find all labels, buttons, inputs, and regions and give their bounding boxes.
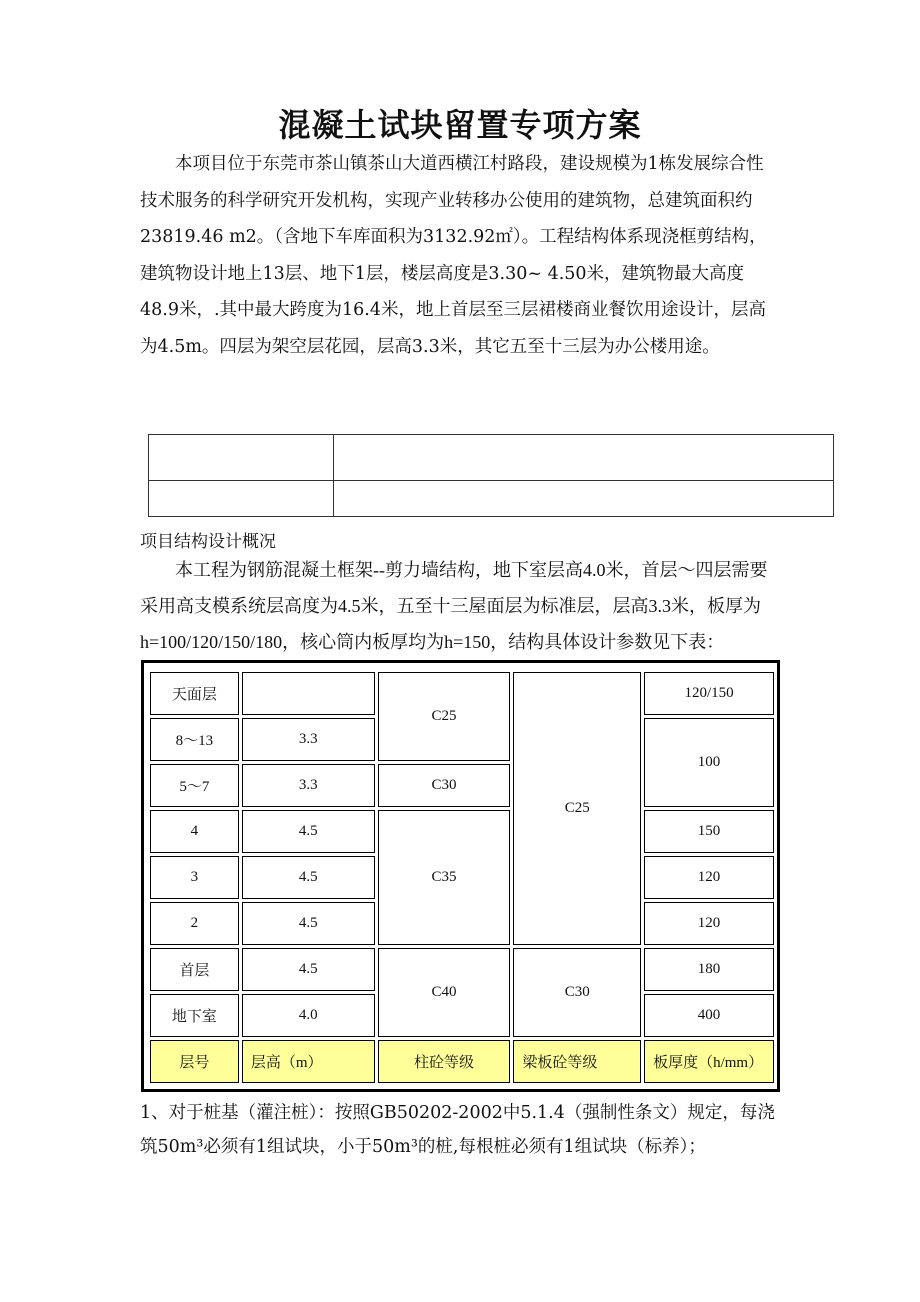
blank-table [148,434,834,517]
intro-text: 本项目位于东莞市茶山镇茶山大道西横江村路段，建设规模为1栋发展综合性技术服务的科学研究开发机构，实现产业转移办公使用的建筑物，总建筑面积约23819.46 m2。（含地下车库面积为3132.92㎡）。工程结构体系现浇框剪结构，建筑物设计地上13层、地下1层，楼层高度是3.30~ 4.50米，建筑物最大高度48.9米，.其中最大跨度为16.4米，地上首层至三层裙楼商业餐饮用途设计，层高为4.5m。四层为架空层花园，层高3.3米，其它五至十三层为办公楼用途。 [140,154,767,357]
structure-paragraph [140,552,780,660]
thickness-cell: 100 [644,718,774,807]
footer-paragraph [140,1096,780,1164]
column-grade-cell: C30 [378,764,511,807]
height-cell [242,672,375,715]
height-cell: 3.3 [242,764,375,807]
header-height: 层高（m） [242,1040,375,1083]
floor-cell: 2 [150,902,239,945]
thickness-cell: 400 [644,994,774,1037]
height-cell: 4.0 [242,994,375,1037]
height-cell: 4.5 [242,856,375,899]
height-cell: 3.3 [242,718,375,761]
column-grade-cell: C35 [378,810,511,945]
column-grade-cell: C40 [378,948,511,1037]
header-column-grade: 柱砼等级 [378,1040,511,1083]
table-header-row [150,1040,774,1083]
table-row [150,810,774,853]
floor-cell: 天面层 [150,672,239,715]
intro-paragraph [140,146,780,365]
blank-cell [149,435,334,481]
thickness-cell: 120 [644,902,774,945]
beam-grade-cell: C30 [513,948,641,1037]
floor-cell: 5～7 [150,764,239,807]
table-row [150,948,774,991]
thickness-cell: 180 [644,948,774,991]
thickness-cell: 120/150 [644,672,774,715]
floor-cell: 地下室 [150,994,239,1037]
height-cell: 4.5 [242,902,375,945]
header-floor: 层号 [150,1040,239,1083]
header-beam-grade: 梁板砼等级 [513,1040,641,1083]
floor-cell: 4 [150,810,239,853]
beam-grade-cell: C25 [513,672,641,945]
table-row [150,672,774,715]
blank-cell [334,435,834,481]
blank-cell [149,481,334,517]
floor-cell: 8～13 [150,718,239,761]
footer-text: 1、对于桩基（灌注桩）：按照GB50202-2002中5.1.4（强制性条文）规定，每浇筑50m³必须有1组试块，小于50m³的桩,每根桩必须有1组试块（标养）； [140,1103,775,1157]
section-title: 项目结构设计概况 [140,532,276,552]
height-cell: 4.5 [242,810,375,853]
design-table [147,669,777,1086]
page-title: 混凝土试块留置专项方案 [278,106,642,144]
thickness-cell: 150 [644,810,774,853]
thickness-cell: 120 [644,856,774,899]
floor-cell: 3 [150,856,239,899]
header-thickness: 板厚度（h/mm） [644,1040,774,1083]
height-cell: 4.5 [242,948,375,991]
design-table-frame [141,660,780,1092]
column-grade-cell: C25 [378,672,511,761]
blank-cell [334,481,834,517]
structure-text: 本工程为钢筋混凝土框架--剪力墙结构，地下室层高4.0米，首层～四层需要采用高支模系统层高度为4.5米，五至十三屋面层为标准层，层高3.3米，板厚为h=100/120/150/180，核心筒内板厚均为h=150，结构具体设计参数见下表： [140,560,768,652]
floor-cell: 首层 [150,948,239,991]
